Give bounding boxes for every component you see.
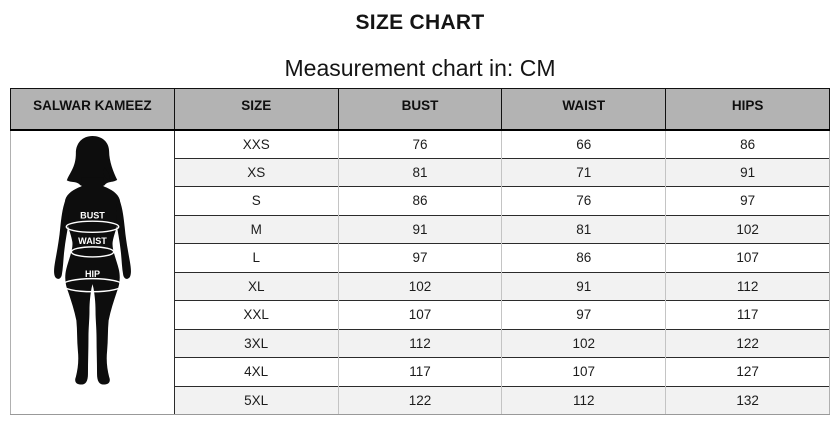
waist-cell: 102 (502, 329, 666, 358)
page-subtitle: Measurement chart in: CM (284, 55, 556, 81)
size-cell: L (174, 244, 338, 273)
bust-cell: 107 (338, 301, 502, 330)
hip-figure-label: HIP (84, 268, 100, 279)
hips-cell: 91 (666, 158, 830, 187)
size-cell: M (174, 215, 338, 244)
size-cell: 5XL (174, 386, 338, 415)
figure-cell (11, 130, 175, 415)
header-bust: BUST (338, 89, 502, 130)
hips-cell: 112 (666, 272, 830, 301)
hips-cell: 86 (666, 130, 830, 159)
size-cell: XXS (174, 130, 338, 159)
size-cell: XS (174, 158, 338, 187)
size-chart-table (10, 88, 830, 415)
hips-cell: 127 (666, 358, 830, 387)
bust-cell: 117 (338, 358, 502, 387)
waist-cell: 86 (502, 244, 666, 273)
header-hips: HIPS (666, 89, 830, 130)
hips-cell: 122 (666, 329, 830, 358)
page-title: SIZE CHART (355, 11, 485, 34)
size-cell: XL (174, 272, 338, 301)
female-silhouette-figure (32, 133, 153, 391)
waist-cell: 76 (502, 187, 666, 216)
hips-cell: 117 (666, 301, 830, 330)
bust-cell: 91 (338, 215, 502, 244)
size-cell: S (174, 187, 338, 216)
bust-cell: 76 (338, 130, 502, 159)
hips-cell: 107 (666, 244, 830, 273)
hips-cell: 97 (666, 187, 830, 216)
size-cell: 4XL (174, 358, 338, 387)
bust-cell: 97 (338, 244, 502, 273)
size-cell: 3XL (174, 329, 338, 358)
header-row (11, 89, 830, 130)
waist-cell: 107 (502, 358, 666, 387)
hips-cell: 132 (666, 386, 830, 415)
waist-cell: 66 (502, 130, 666, 159)
waist-cell: 91 (502, 272, 666, 301)
bust-cell: 86 (338, 187, 502, 216)
header-size: SIZE (174, 89, 338, 130)
hips-cell: 102 (666, 215, 830, 244)
header-product: SALWAR KAMEEZ (11, 89, 175, 130)
bust-cell: 122 (338, 386, 502, 415)
waist-cell: 81 (502, 215, 666, 244)
waist-cell: 112 (502, 386, 666, 415)
bust-figure-label: BUST (80, 210, 105, 221)
waist-cell: 71 (502, 158, 666, 187)
bust-cell: 112 (338, 329, 502, 358)
bust-cell: 102 (338, 272, 502, 301)
waist-figure-label: WAIST (78, 235, 107, 246)
bust-cell: 81 (338, 158, 502, 187)
size-cell: XXL (174, 301, 338, 330)
waist-cell: 97 (502, 301, 666, 330)
table-row (11, 130, 830, 159)
header-waist: WAIST (502, 89, 666, 130)
